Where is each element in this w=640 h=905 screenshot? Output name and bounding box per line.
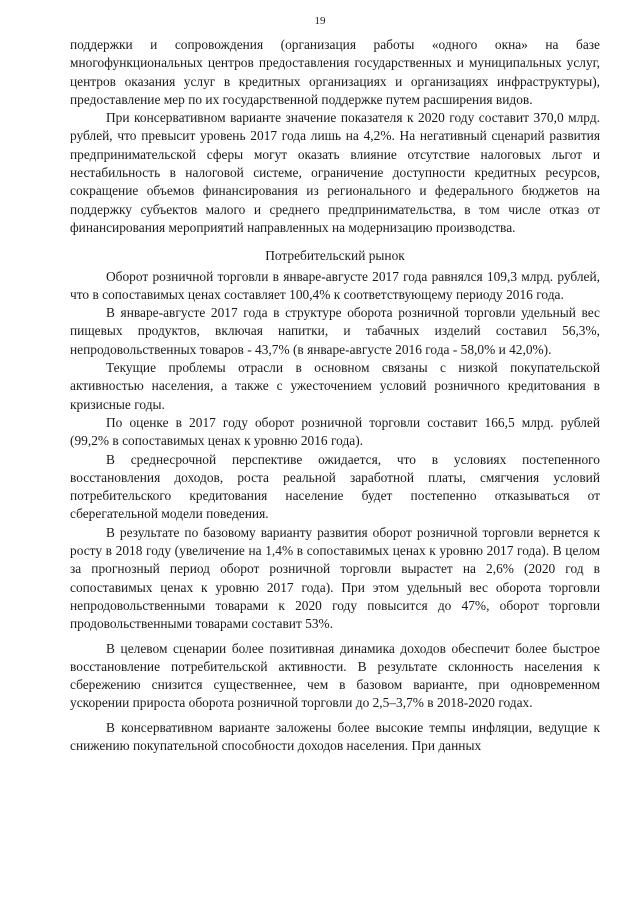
paragraph: В среднесрочной перспективе ожидается, что в условиях постепенного восстановления доходов, роста реальной заработной платы, смягчения условий потребительского кредитования население будет постепенно отказываться от сберегательной модели поведения. — [70, 451, 600, 522]
paragraph: Текущие проблемы отрасли в основном связаны с низкой покупательской активностью населения, а также с ужесточением условий розничного кредитования в кризисные годы. — [70, 360, 600, 412]
document-body — [70, 36, 600, 755]
section-heading: Потребительский рынок — [265, 248, 405, 264]
paragraph: В результате по базовому варианту развития оборот розничной торговли вернется к росту в 2018 году (увеличение на 1,4% в сопоставимых ценах к уровню 2017 года). В целом за прогнозный период оборот розничной торговли вырастет на 2,6% (2020 год в сопоставимых ценах к уровню 2017 года). При этом удельный вес оборота торговли непродовольственными товарами к 2020 году повысится до 47%, оборот торговли продовольственными товарами составит 53%. — [70, 524, 600, 632]
paragraph: Оборот розничной торговли в январе-августе 2017 года равнялся 109,3 млрд. рублей, что в сопоставимых ценах составляет 100,4% к соответствующему периоду 2016 года. — [70, 268, 600, 302]
paragraph: поддержки и сопровождения (организация работы «одного окна» на базе многофункциональных центров предоставления государственных и муниципальных услуг, центров оказания услуг в кредитных организациях и организациях инфраструктуры), предоставление мер по их государственной поддержке путем расширения видов. — [70, 37, 600, 107]
paragraph: В январе-августе 2017 года в структуре оборота розничной торговли удельный вес пищевых продуктов, включая напитки, и табачных изделий составил 56,3%, непродовольственных товаров - 43,7% (в январе-августе 2016 года - 58,0% и 42,0%). — [70, 305, 600, 357]
paragraph: В целевом сценарии более позитивная динамика доходов обеспечит более быстрое восстановление потребительской активности. В результате склонность населения к сбережению снизится существеннее, чем в базовом варианте, при одновременном ускорении прироста оборота розничной торговли до 2,5–3,7% в 2018-2020 годах. — [70, 640, 600, 711]
paragraph: В консервативном варианте заложены более высокие темпы инфляции, ведущие к снижению покупательной способности доходов населения. При данных — [70, 719, 600, 753]
page-number: 19 — [314, 15, 326, 27]
paragraph: По оценке в 2017 году оборот розничной торговли составит 166,5 млрд. рублей (99,2% в сопоставимых ценах к уровню 2016 года). — [70, 414, 600, 449]
paragraph: При консервативном варианте значение показателя к 2020 году составит 370,0 млрд. рублей, что превысит уровень 2017 года лишь на 4,2%. На негативный сценарий развития предпринимательской сферы могут оказать влияние отсутствие налоговых льгот и нестабильность в налоговой системе, ограничение доступности кредитных ресурсов, сокращение объемов финансирования из регионального и федерального бюджетов на поддержку субъектов малого и среднего предпринимательства, в том числе отказ от финансирования мероприятий направленных на модернизацию производства. — [70, 110, 600, 235]
